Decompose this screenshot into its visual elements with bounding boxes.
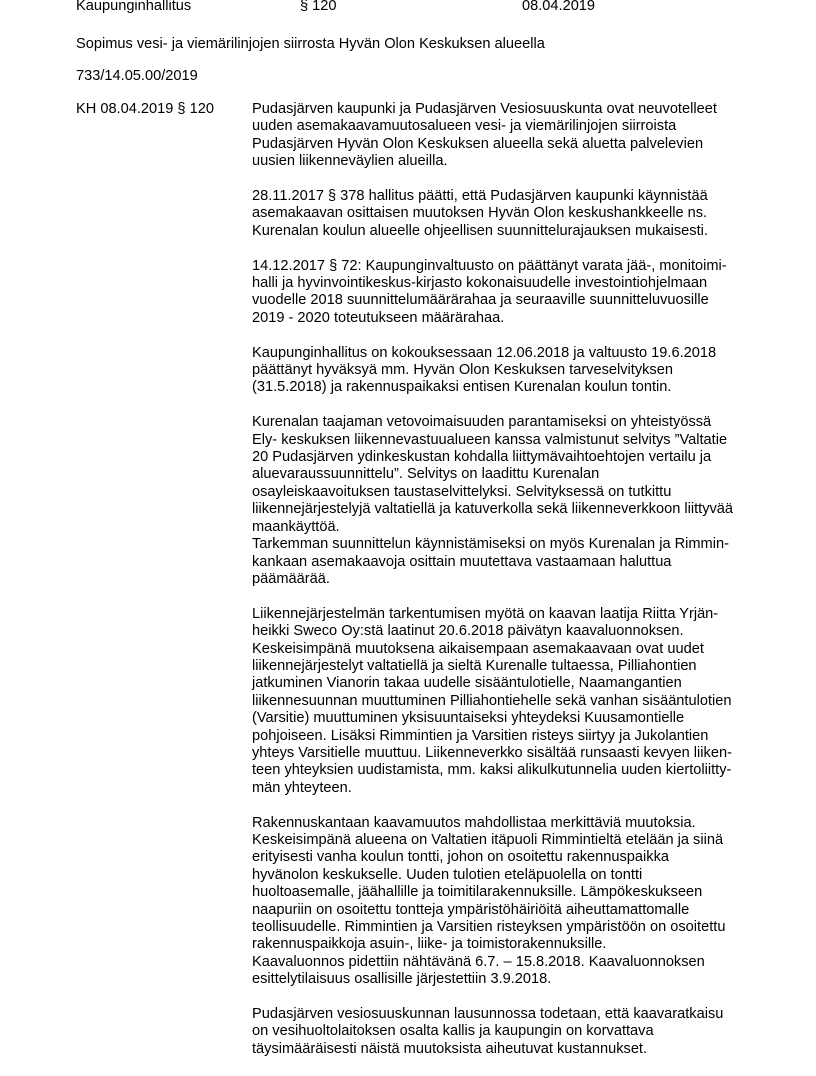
paragraph-line: halli ja hyvinvointikeskus-kirjasto kokonaisuudelle investointiohjelmaan <box>252 275 708 292</box>
paragraph-line: (Varsitie) muuttuminen yksisuuntaiseksi yhteydeksi Kuusamontielle <box>252 710 685 727</box>
paragraph-line: 14.12.2017 § 72: Kaupunginvaltuusto on päättänyt varata jää-, monitoimi- <box>252 257 727 274</box>
paragraph-line: kankaan asemakaavoja osittain muutettava vastaamaan haluttua <box>252 553 672 570</box>
paragraph-line: yhteys Varsitielle muuttuu. Liikenneverkko sisältää runsaasti kevyen liiken- <box>252 744 732 761</box>
paragraph-line: Keskeisimpänä muutoksena aikaisempaan asemakaavaan ovat uudet <box>252 640 704 657</box>
paragraph-line: heikki Sweco Oy:stä laatinut 20.6.2018 päivätyn kaavaluonnoksen. <box>252 623 684 640</box>
paragraph-line: päämäärää. <box>252 570 330 587</box>
header-date: 08.04.2019 <box>522 0 596 14</box>
body-paragraph <box>252 345 742 397</box>
body-paragraph <box>252 536 742 588</box>
paragraph-line: 28.11.2017 § 378 hallitus päätti, että Pudasjärven kaupunki käynnistää <box>252 188 708 205</box>
paragraph-line: aluevaraussuunnittelu”. Selvitys on laadittu Kurenalan <box>252 466 600 483</box>
paragraph-line: Pudasjärven kaupunki ja Pudasjärven Vesiosuuskunta ovat neuvotelleet <box>252 101 717 117</box>
paragraph-line: Kaupunginhallitus on kokouksessaan 12.06.2018 ja valtuusto 19.6.2018 <box>252 344 717 361</box>
paragraph-line: liikennejärjestelyjä valtatiellä ja katuverkolla sekä liikenneverkkoon liittyvää <box>252 501 734 518</box>
paragraph-line: erityisesti vanha koulun tontti, johon on osoitettu rakennuspaikka <box>252 849 669 866</box>
document-subject: Sopimus vesi- ja viemärilinjojen siirrosta Hyvän Olon Keskuksen alueella <box>76 36 545 52</box>
paragraph-line: uuden asemakaavamuutosalueen vesi- ja viemärilinjojen siirroista <box>252 118 677 135</box>
paragraph-line: rakennuspaikkoja asuin-, liike- ja toimistorakennuksille. <box>252 936 607 953</box>
paragraph-line: Tarkemman suunnittelun käynnistämiseksi on myös Kurenalan ja Rimmin- <box>252 536 729 553</box>
paragraph-line: 2019 - 2020 toteutukseen määrärahaa. <box>252 309 505 326</box>
paragraph-line: Keskeisimpänä alueena on Valtatien itäpuoli Rimmintieltä etelään ja siinä <box>252 831 724 848</box>
body-paragraph <box>252 101 742 171</box>
paragraph-line: Pudasjärven vesiosuuskunnan lausunnossa todetaan, että kaavaratkaisu <box>252 1006 724 1023</box>
paragraph-line: män yhteyteen. <box>252 779 352 796</box>
body-paragraph <box>252 954 742 989</box>
paragraph-line: osayleiskaavoituksen taustaselvittelyksi. Selvityksessä on tutkittu <box>252 483 672 500</box>
header-body-name: Kaupunginhallitus <box>76 0 192 14</box>
paragraph-line: liikennesuunnan muuttuminen Pilliahontiehelle sekä vanhan sisääntulotien <box>252 692 732 709</box>
paragraph-line: (31.5.2018) ja rakennuspaikaksi entisen Kurenalan koulun tontin. <box>252 379 672 396</box>
body-paragraph <box>252 188 742 240</box>
paragraph-line: päättänyt hyväksyä mm. Hyvän Olon Keskuksen tarveselvityksen <box>252 362 673 379</box>
paragraph-line: esittelytilaisuus osallisille järjestettiin 3.9.2018. <box>252 971 552 988</box>
paragraph-line: naapuriin on osoitettu tontteja ympäristöhäiriöitä aiheuttamattomalle <box>252 901 690 918</box>
paragraph-line: liikennejärjestelyt valtatiellä ja sieltä Kurenalle tultaessa, Pilliahontien <box>252 657 697 674</box>
paragraph-line: 20 Pudasjärven ydinkeskustan kohdalla liittymävaihtoehtojen vertailu ja <box>252 449 712 466</box>
paragraph-line: on vesihuoltolaitoksen osalta kallis ja kaupungin on korvattava <box>252 1023 654 1040</box>
paragraph-line: huoltoasemalle, jäähallille ja toimitilarakennuksille. Lämpökeskukseen <box>252 884 703 901</box>
document-header <box>0 0 816 16</box>
document-body <box>252 101 742 1076</box>
paragraph-line: pohjoiseen. Lisäksi Rimmintien ja Varsitien risteys siirtyy ja Jukolantien <box>252 727 709 744</box>
paragraph-line: teollisuudelle. Rimmintien ja Varsitien risteyksen ympäristöön on osoitettu <box>252 919 726 935</box>
paragraph-line: uusien liikenneväylien alueilla. <box>252 153 448 170</box>
paragraph-line: Ely- keskuksen liikennevastuualueen kanssa valmistunut selvitys ”Valtatie <box>252 431 728 448</box>
paragraph-line: maankäyttöä. <box>252 518 340 535</box>
paragraph-line: asemakaavan osittaisen muutoksen Hyvän Olon keskushankkeelle ns. <box>252 205 708 222</box>
meeting-reference: KH 08.04.2019 § 120 <box>76 101 214 117</box>
paragraph-line: Kurenalan taajaman vetovoimaisuuden parantamiseksi on yhteistyössä <box>252 414 712 431</box>
paragraph-line: Kurenalan koulun alueelle ohjeellisen suunnittelurajauksen mukaisesti. <box>252 222 708 239</box>
record-number: 733/14.05.00/2019 <box>76 68 198 84</box>
body-paragraph <box>252 815 742 954</box>
paragraph-line: jatkuminen Vianorin takaa uudelle sisääntulotielle, Naamangantien <box>252 675 682 692</box>
body-paragraph <box>252 414 742 536</box>
header-section-number: § 120 <box>300 0 337 14</box>
paragraph-line: Kaavaluonnos pidettiin nähtävänä 6.7. – 15.8.2018. Kaavaluonnoksen <box>252 953 705 970</box>
body-paragraph <box>252 606 742 797</box>
paragraph-line: vuodelle 2018 suunnittelumäärärahaa ja seuraaville suunnitteluvuosille <box>252 292 709 309</box>
body-paragraph <box>252 1006 742 1058</box>
paragraph-line: Pudasjärven Hyvän Olon Keskuksen alueella sekä aluetta palvelevien <box>252 135 704 152</box>
paragraph-line: täysimääräisesti näistä muutoksista aiheutuvat kustannukset. <box>252 1040 648 1057</box>
paragraph-line: teen yhteyksien uudistamista, mm. kaksi alikulkutunnelia uuden kiertoliitty- <box>252 762 732 779</box>
paragraph-line: hyvänolon keskukselle. Uuden tulotien eteläpuolella on tontti <box>252 866 643 883</box>
body-paragraph <box>252 258 742 328</box>
paragraph-line: Liikennejärjestelmän tarkentumisen myötä on kaavan laatija Riitta Yrjän- <box>252 605 719 622</box>
paragraph-line: Rakennuskantaan kaavamuutos mahdollistaa merkittäviä muutoksia. <box>252 814 696 831</box>
